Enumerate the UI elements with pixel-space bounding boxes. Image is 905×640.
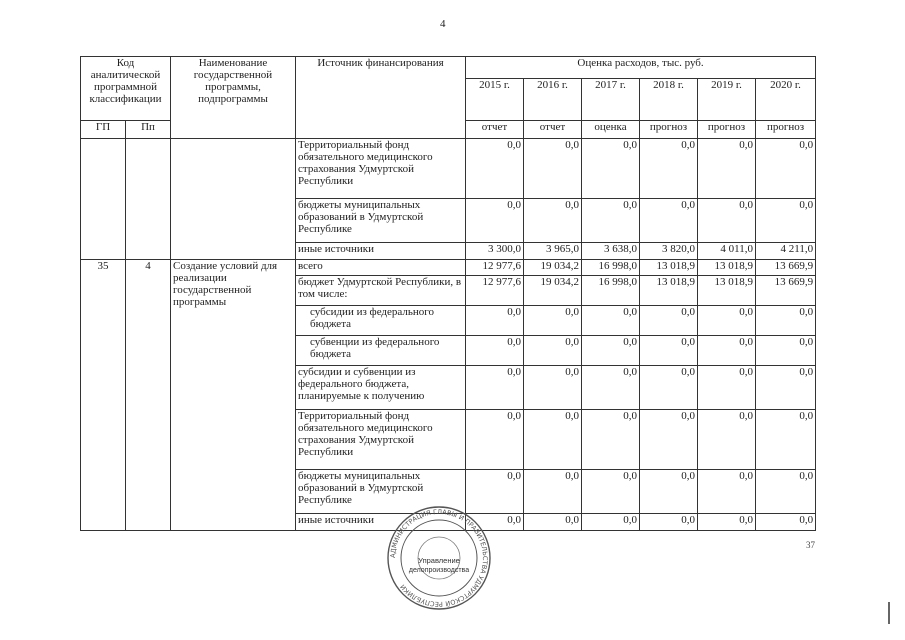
header-kind: прогноз [698, 121, 756, 139]
source-cell: всего [296, 260, 466, 276]
value-cell: 0,0 [466, 514, 524, 531]
value-cell: 16 998,0 [582, 260, 640, 276]
value-cell: 3 300,0 [466, 243, 524, 260]
value-cell: 0,0 [756, 470, 816, 514]
cell-gp-empty [81, 139, 126, 260]
value-cell: 0,0 [582, 470, 640, 514]
value-cell: 0,0 [698, 410, 756, 470]
value-cell: 3 638,0 [582, 243, 640, 260]
value-cell: 0,0 [582, 514, 640, 531]
source-cell: Территориальный фонд обязательного медицинского страхования Удмуртской Республики [296, 410, 466, 470]
value-cell: 0,0 [466, 470, 524, 514]
scan-mark [888, 602, 890, 624]
value-cell: 0,0 [640, 410, 698, 470]
value-cell: 0,0 [582, 199, 640, 243]
expenses-table [80, 56, 816, 531]
value-cell: 0,0 [756, 306, 816, 336]
value-cell: 0,0 [466, 139, 524, 199]
value-cell: 13 018,9 [698, 260, 756, 276]
table-row [81, 139, 816, 199]
header-year: 2015 г. [466, 79, 524, 121]
stamp-center-line-2: делопроизводства [408, 567, 470, 574]
header-kind: отчет [524, 121, 582, 139]
value-cell: 4 211,0 [756, 243, 816, 260]
value-cell: 0,0 [640, 366, 698, 410]
header-estimate: Оценка расходов, тыс. руб. [466, 57, 816, 79]
cell-gp: 35 [81, 260, 126, 531]
value-cell: 0,0 [466, 336, 524, 366]
value-cell: 19 034,2 [524, 260, 582, 276]
value-cell: 0,0 [466, 366, 524, 410]
value-cell: 13 669,9 [756, 260, 816, 276]
value-cell: 12 977,6 [466, 260, 524, 276]
value-cell: 0,0 [756, 410, 816, 470]
value-cell: 19 034,2 [524, 276, 582, 306]
value-cell: 0,0 [582, 410, 640, 470]
value-cell: 0,0 [524, 366, 582, 410]
value-cell: 0,0 [466, 306, 524, 336]
header-kind: оценка [582, 121, 640, 139]
value-cell: 0,0 [524, 336, 582, 366]
cell-name-empty [171, 139, 296, 260]
header-code-group: Код аналитической программной классификации [81, 57, 171, 121]
value-cell: 16 998,0 [582, 276, 640, 306]
value-cell: 0,0 [698, 139, 756, 199]
header-kind: прогноз [756, 121, 816, 139]
header-kind: прогноз [640, 121, 698, 139]
source-cell: Территориальный фонд обязательного медицинского страхования Удмуртской Республики [296, 139, 466, 199]
value-cell: 0,0 [582, 336, 640, 366]
value-cell: 0,0 [524, 306, 582, 336]
page-number: 4 [440, 18, 446, 30]
value-cell: 0,0 [524, 470, 582, 514]
value-cell: 0,0 [698, 366, 756, 410]
value-cell: 0,0 [756, 139, 816, 199]
value-cell: 0,0 [582, 139, 640, 199]
value-cell: 0,0 [524, 410, 582, 470]
corner-mark: 37 [806, 540, 815, 550]
value-cell: 0,0 [524, 514, 582, 531]
value-cell: 3 965,0 [524, 243, 582, 260]
header-gp: ГП [81, 121, 126, 139]
header-pp: Пп [126, 121, 171, 139]
value-cell: 0,0 [698, 336, 756, 366]
header-year: 2018 г. [640, 79, 698, 121]
value-cell: 0,0 [756, 336, 816, 366]
source-cell: бюджеты муниципальных образований в Удмуртской Республике [296, 199, 466, 243]
cell-pp-empty [126, 139, 171, 260]
value-cell: 0,0 [698, 199, 756, 243]
stamp-ring-text: АДМИНИСТРАЦИЯ ГЛАВЫ И ПРАВИТЕЛЬСТВА УДМУРТСКОЙ РЕСПУБЛИКИ [388, 507, 490, 609]
office-stamp [386, 505, 492, 611]
value-cell: 0,0 [466, 199, 524, 243]
value-cell: 0,0 [756, 514, 816, 531]
stamp-center-line-1: Управление [418, 556, 460, 565]
source-cell: иные источники [296, 243, 466, 260]
value-cell: 13 669,9 [756, 276, 816, 306]
value-cell: 0,0 [524, 139, 582, 199]
table-row [81, 260, 816, 276]
value-cell: 0,0 [640, 139, 698, 199]
cell-program-name: Создание условий для реализации государственной программы [171, 260, 296, 531]
value-cell: 0,0 [640, 336, 698, 366]
value-cell: 0,0 [466, 410, 524, 470]
source-cell: бюджет Удмуртской Республики, в том числе: [296, 276, 466, 306]
value-cell: 0,0 [640, 199, 698, 243]
header-year: 2017 г. [582, 79, 640, 121]
source-cell: бюджеты муниципальных образований в Удмуртской Республике [296, 470, 466, 514]
value-cell: 0,0 [640, 470, 698, 514]
value-cell: 13 018,9 [640, 276, 698, 306]
source-cell: субсидии из федерального бюджета [296, 306, 466, 336]
value-cell: 0,0 [582, 306, 640, 336]
value-cell: 0,0 [524, 199, 582, 243]
header-financing-source: Источник финансирования [296, 57, 466, 139]
value-cell: 0,0 [582, 366, 640, 410]
value-cell: 0,0 [756, 199, 816, 243]
value-cell: 13 018,9 [698, 276, 756, 306]
value-cell: 3 820,0 [640, 243, 698, 260]
value-cell: 4 011,0 [698, 243, 756, 260]
value-cell: 0,0 [698, 470, 756, 514]
header-year: 2019 г. [698, 79, 756, 121]
source-cell: иные источники [296, 514, 466, 531]
header-kind: отчет [466, 121, 524, 139]
cell-pp: 4 [126, 260, 171, 531]
value-cell: 13 018,9 [640, 260, 698, 276]
source-cell: субсидии и субвенции из федерального бюджета, планируемые к получению [296, 366, 466, 410]
value-cell: 0,0 [640, 306, 698, 336]
value-cell: 0,0 [698, 514, 756, 531]
value-cell: 12 977,6 [466, 276, 524, 306]
header-year: 2016 г. [524, 79, 582, 121]
header-year: 2020 г. [756, 79, 816, 121]
value-cell: 0,0 [640, 514, 698, 531]
header-program-name: Наименование государственной программы, подпрограммы [171, 57, 296, 139]
source-cell: субвенции из федерального бюджета [296, 336, 466, 366]
value-cell: 0,0 [756, 366, 816, 410]
value-cell: 0,0 [698, 306, 756, 336]
